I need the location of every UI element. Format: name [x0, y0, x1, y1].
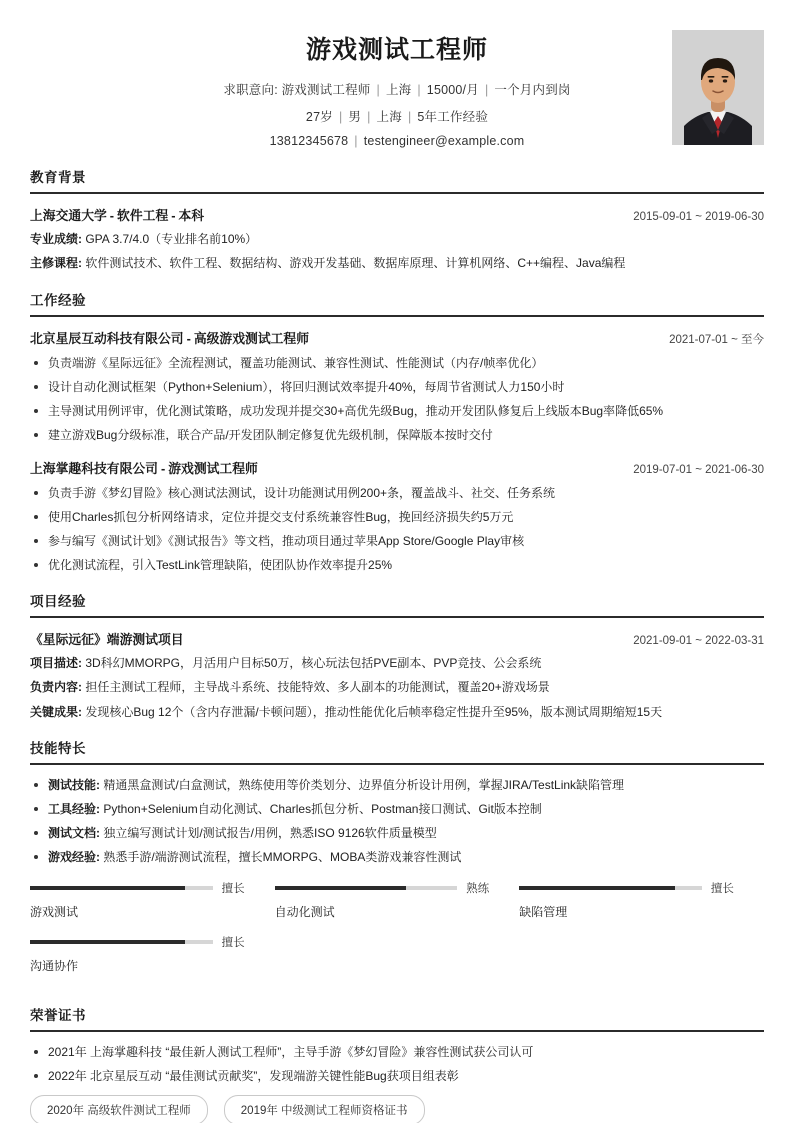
job-intent-availability: 一个月内到岗 [494, 83, 571, 97]
skills-bullets [30, 776, 764, 866]
work-company: 上海掌趣科技有限公司 [30, 460, 158, 476]
education-gpa-label: 专业成绩: [30, 232, 82, 246]
job-intent-line [150, 80, 644, 98]
skill-bar-name: 自动化测试 [274, 904, 335, 919]
work-entry-head [30, 328, 764, 347]
education-entry [30, 205, 764, 273]
list-item: 2022年 北京星辰互动 “最佳测试贡献奖”，发现端游关键性能Bug获项目组表彰 [30, 1067, 764, 1085]
skill-bar-name: 沟通协作 [30, 958, 79, 973]
personal-city: 上海 [376, 110, 402, 124]
divider: | [338, 110, 343, 124]
list-item [30, 848, 764, 866]
divider: | [417, 83, 421, 97]
skill-bar-name: 缺陷管理 [519, 904, 568, 919]
divider: | [407, 110, 412, 124]
list-item: 使用Charles抓包分析网络请求，定位并提交支付系统兼容性Bug，挽回经济损失约5万元 [30, 508, 764, 526]
list-item: 优化测试流程，引入TestLink管理缺陷，使团队协作效率提升25% [30, 556, 764, 574]
section-header [30, 590, 764, 618]
work-title [30, 328, 309, 347]
divider: | [367, 110, 371, 124]
section-header [30, 1004, 764, 1032]
project-result-line [30, 704, 764, 721]
separator: - [109, 208, 115, 223]
work-entry [30, 328, 764, 444]
header-center-block [30, 30, 764, 148]
section-title-project: 项目经验 [30, 593, 86, 609]
education-courses-value: 软件测试技术、软件工程、数据结构、游戏开发基础、数据库原理、计算机网络、C++编程、Java编程 [85, 256, 626, 271]
section-education [30, 166, 764, 273]
skill-label: 测试文档: [48, 825, 100, 840]
list-item [30, 776, 764, 794]
divider: | [484, 83, 489, 97]
work-entry [30, 458, 764, 574]
project-name: 《星际远征》端游测试项目 [30, 631, 184, 647]
skill-value: Python+Selenium自动化测试、Charles抓包分析、Postman接口测试、Git版本控制 [103, 801, 542, 816]
skill-value: 独立编写测试计划/测试报告/用例，熟悉ISO 9126软件质量模型 [103, 825, 437, 840]
education-major: 软件工程 [117, 208, 169, 223]
education-courses-label: 主修课程: [30, 256, 82, 271]
education-entry-head [30, 205, 764, 224]
work-company: 北京星辰互动科技有限公司 [30, 330, 184, 346]
education-gpa-value: GPA 3.7/4.0（专业排名前10%） [85, 232, 258, 246]
project-description-line [30, 655, 764, 672]
work-role: 高级游戏测试工程师 [193, 330, 309, 346]
education-title [30, 205, 204, 224]
job-intent-label: 求职意向: [223, 83, 278, 97]
personal-age: 27岁 [305, 110, 333, 124]
section-skills [30, 737, 764, 988]
list-item [30, 800, 764, 818]
personal-info-line [150, 107, 644, 125]
section-title-education: 教育背景 [30, 170, 86, 185]
education-courses-line [30, 255, 764, 272]
education-school: 上海交通大学 [30, 208, 107, 223]
section-project [30, 590, 764, 721]
project-description-label: 项目描述: [30, 655, 82, 670]
section-honors [30, 1004, 764, 1123]
skill-bar-row [275, 880, 490, 896]
project-entry-head [30, 629, 764, 648]
project-responsibility-value: 担任主测试工程师，主导战斗系统、技能特效、多人副本的功能测试，覆盖20+游戏场景 [85, 680, 550, 695]
project-result-value: 发现核心Bug 12个（含内存泄漏/卡顿问题），推动性能优化后帧率稳定性提升至95%，版本测试周期缩短15天 [85, 704, 663, 719]
skill-bar [519, 880, 764, 920]
education-date: 2015-09-01 ~ 2019-06-30 [633, 211, 764, 223]
work-bullets [30, 354, 764, 444]
education-gpa-line [30, 231, 764, 248]
skill-bar-fill [519, 886, 674, 890]
section-work [30, 289, 764, 574]
list-item: 负责端游《星际远征》全流程测试，覆盖功能测试、兼容性测试、性能测试（内存/帧率优化） [30, 354, 764, 372]
skill-value: 熟悉手游/端游测试流程，擅长MMORPG、MOBA类游戏兼容性测试 [103, 849, 462, 864]
skill-bar-level: 擅长 [710, 882, 734, 895]
divider: | [376, 83, 380, 97]
job-intent-city: 上海 [385, 83, 412, 97]
job-intent-salary: 15000/月 [426, 83, 479, 97]
project-responsibility-label: 负责内容: [30, 680, 82, 695]
skill-value: 精通黑盒测试/白盒测试，熟练使用等价类划分、边界值分析设计用例，掌握JIRA/TestLink缺陷管理 [103, 777, 625, 792]
skill-label: 游戏经验: [48, 849, 100, 864]
avatar [672, 30, 764, 145]
section-header [30, 289, 764, 317]
skill-label: 工具经验: [48, 801, 100, 816]
skill-bar-row [519, 880, 734, 896]
divider: | [354, 134, 358, 148]
list-item: 主导测试用例评审，优化测试策略，成功发现并提交30+高优先级Bug，推动开发团队修复后上线版本Bug率降低65% [30, 402, 764, 420]
resume-header [30, 30, 764, 150]
skill-bar-track [30, 886, 213, 890]
list-item: 负责手游《梦幻冒险》核心测试法测试，设计功能测试用例200+条，覆盖战斗、社交、任务系统 [30, 484, 764, 502]
work-date: 2019-07-01 ~ 2021-06-30 [633, 463, 764, 476]
skill-label: 测试技能: [48, 777, 100, 792]
separator: - [171, 208, 176, 223]
certificate-tag: 2019年 中级测试工程师资格证书 [224, 1095, 425, 1123]
separator: - [186, 330, 191, 346]
skill-bar-track [30, 940, 213, 944]
separator: - [160, 460, 166, 476]
personal-experience: 5年工作经验 [417, 110, 489, 124]
section-title-work: 工作经验 [30, 292, 86, 308]
skill-bar-track [275, 886, 458, 890]
list-item [30, 824, 764, 842]
page-title: 游戏测试工程师 [305, 36, 488, 64]
project-result-label: 关键成果: [30, 704, 82, 719]
skill-bar [30, 934, 275, 974]
skill-bar-row [30, 934, 245, 950]
project-description-value: 3D科幻MMORPG，月活用户目标50万，核心玩法包括PVE副本、PVP竞技、公会系统 [85, 655, 542, 670]
honors-bullets [30, 1043, 764, 1085]
contact-phone: 13812345678 [269, 134, 349, 148]
project-responsibility-line [30, 679, 764, 696]
list-item: 2021年 上海掌趣科技 “最佳新人测试工程师”，主导手游《梦幻冒险》兼容性测试获公司认可 [30, 1043, 764, 1061]
project-date: 2021-09-01 ~ 2022-03-31 [633, 634, 764, 647]
contact-email: testengineer@example.com [363, 134, 525, 148]
list-item: 设计自动化测试框架（Python+Selenium），将回归测试效率提升40%，每周节省测试人力150小时 [30, 378, 764, 396]
skill-bar-fill [30, 886, 185, 890]
section-header [30, 166, 764, 194]
work-title [30, 458, 258, 477]
skill-bar-level: 擅长 [221, 882, 245, 895]
certificate-tag: 2020年 高级软件测试工程师 [30, 1095, 208, 1123]
skill-bar-track [519, 886, 702, 890]
project-entry [30, 629, 764, 721]
skill-bar-group [30, 880, 764, 988]
skill-bar-fill [275, 886, 407, 890]
skill-bar [275, 880, 520, 920]
work-entry-head [30, 458, 764, 477]
work-role: 游戏测试工程师 [168, 460, 258, 476]
skill-bar-level: 熟练 [466, 882, 490, 895]
skill-bar-level: 擅长 [221, 936, 245, 949]
section-title-skills: 技能特长 [30, 740, 86, 756]
work-bullets [30, 484, 764, 574]
section-header [30, 737, 764, 765]
education-degree: 本科 [178, 208, 205, 223]
contact-line [150, 134, 644, 148]
skill-bar-name: 游戏测试 [30, 904, 79, 919]
job-intent-position: 游戏测试工程师 [281, 83, 371, 97]
work-date: 2021-07-01 ~ 至今 [669, 333, 764, 346]
skill-bar-row [30, 880, 245, 896]
avatar-illustration [672, 30, 764, 145]
skill-bar-fill [30, 940, 185, 944]
skill-bar [30, 880, 275, 920]
certificate-tag-group [30, 1095, 764, 1123]
section-title-honors: 荣誉证书 [30, 1007, 86, 1023]
personal-gender: 男 [348, 110, 362, 124]
list-item: 建立游戏Bug分级标准，联合产品/开发团队制定修复优先级机制，保障版本按时交付 [30, 426, 764, 444]
list-item: 参与编写《测试计划》《测试报告》等文档，推动项目通过苹果App Store/Google Play审核 [30, 532, 764, 550]
